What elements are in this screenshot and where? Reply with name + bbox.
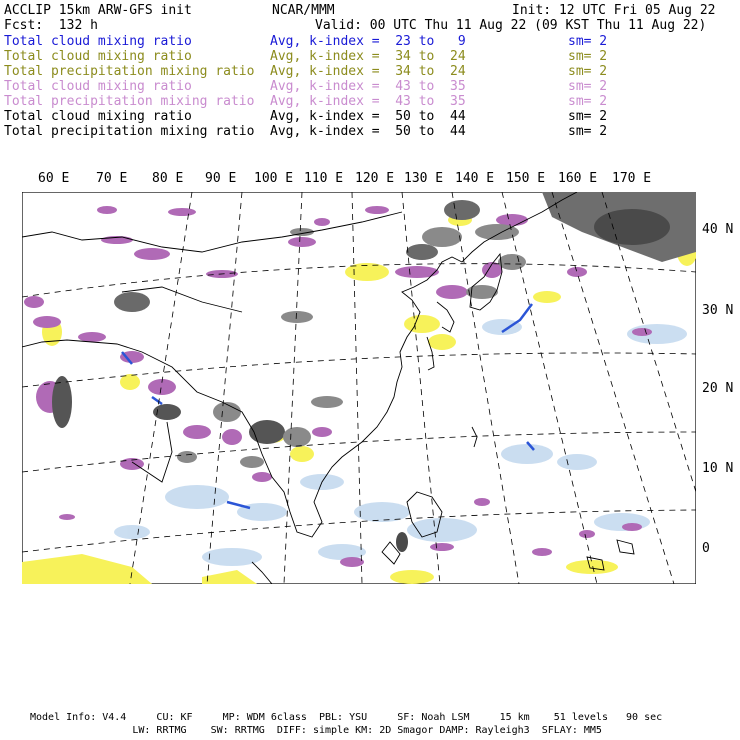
field-k-index: Avg, k-index = 23 to 9 bbox=[270, 34, 466, 49]
field-name: Total precipitation mixing ratio bbox=[4, 94, 255, 109]
lon-label: 170 E bbox=[612, 171, 652, 186]
lon-label: 60 E bbox=[38, 171, 70, 186]
field-smoothing: sm= 2 bbox=[568, 34, 608, 49]
forecast-hour: Fcst: 132 h bbox=[4, 18, 98, 33]
lon-label: 90 E bbox=[205, 171, 237, 186]
field-smoothing: sm= 2 bbox=[568, 109, 608, 124]
field-smoothing: sm= 2 bbox=[568, 79, 608, 94]
model-info-line-2: LW: RRTMG SW: RRTMG DIFF: simple KM: 2D Smagor DAMP: Rayleigh3 SFLAY: MM5 bbox=[30, 725, 602, 736]
lat-label: 0 bbox=[702, 541, 710, 556]
model-info-line-1: Model Info: V4.4 CU: KF MP: WDM 6class PBL: YSU SF: Noah LSM 15 km 51 levels 90 sec bbox=[30, 712, 663, 723]
lat-label: 10 N bbox=[702, 461, 734, 476]
lon-label: 140 E bbox=[455, 171, 495, 186]
field-k-index: Avg, k-index = 34 to 24 bbox=[270, 49, 466, 64]
field-name: Total cloud mixing ratio bbox=[4, 109, 192, 124]
lon-label: 130 E bbox=[404, 171, 444, 186]
lon-label: 120 E bbox=[355, 171, 395, 186]
field-smoothing: sm= 2 bbox=[568, 94, 608, 109]
field-k-index: Avg, k-index = 43 to 35 bbox=[270, 94, 466, 109]
title-left: ACCLIP 15km ARW-GFS init bbox=[4, 3, 192, 18]
lon-label: 150 E bbox=[506, 171, 546, 186]
field-smoothing: sm= 2 bbox=[568, 64, 608, 79]
field-k-index: Avg, k-index = 43 to 35 bbox=[270, 79, 466, 94]
lon-label: 160 E bbox=[558, 171, 598, 186]
init-time: Init: 12 UTC Fri 05 Aug 22 bbox=[512, 3, 716, 18]
lon-label: 110 E bbox=[304, 171, 344, 186]
field-name: Total precipitation mixing ratio bbox=[4, 64, 255, 79]
title-center: NCAR/MMM bbox=[272, 3, 335, 18]
valid-time: Valid: 00 UTC Thu 11 Aug 22 (09 KST Thu 11 Aug 22) bbox=[315, 18, 707, 33]
field-k-index: Avg, k-index = 34 to 24 bbox=[270, 64, 466, 79]
lat-label: 30 N bbox=[702, 303, 734, 318]
field-name: Total cloud mixing ratio bbox=[4, 49, 192, 64]
lat-label: 40 N bbox=[702, 222, 734, 237]
map-frame bbox=[22, 192, 696, 584]
field-smoothing: sm= 2 bbox=[568, 124, 608, 139]
lat-label: 20 N bbox=[702, 381, 734, 396]
field-name: Total cloud mixing ratio bbox=[4, 34, 192, 49]
lon-label: 100 E bbox=[254, 171, 294, 186]
field-name: Total precipitation mixing ratio bbox=[4, 124, 255, 139]
map-panel bbox=[22, 192, 696, 584]
lon-label: 80 E bbox=[152, 171, 184, 186]
lon-label: 70 E bbox=[96, 171, 128, 186]
field-k-index: Avg, k-index = 50 to 44 bbox=[270, 124, 466, 139]
field-smoothing: sm= 2 bbox=[568, 49, 608, 64]
field-k-index: Avg, k-index = 50 to 44 bbox=[270, 109, 466, 124]
field-name: Total cloud mixing ratio bbox=[4, 79, 192, 94]
